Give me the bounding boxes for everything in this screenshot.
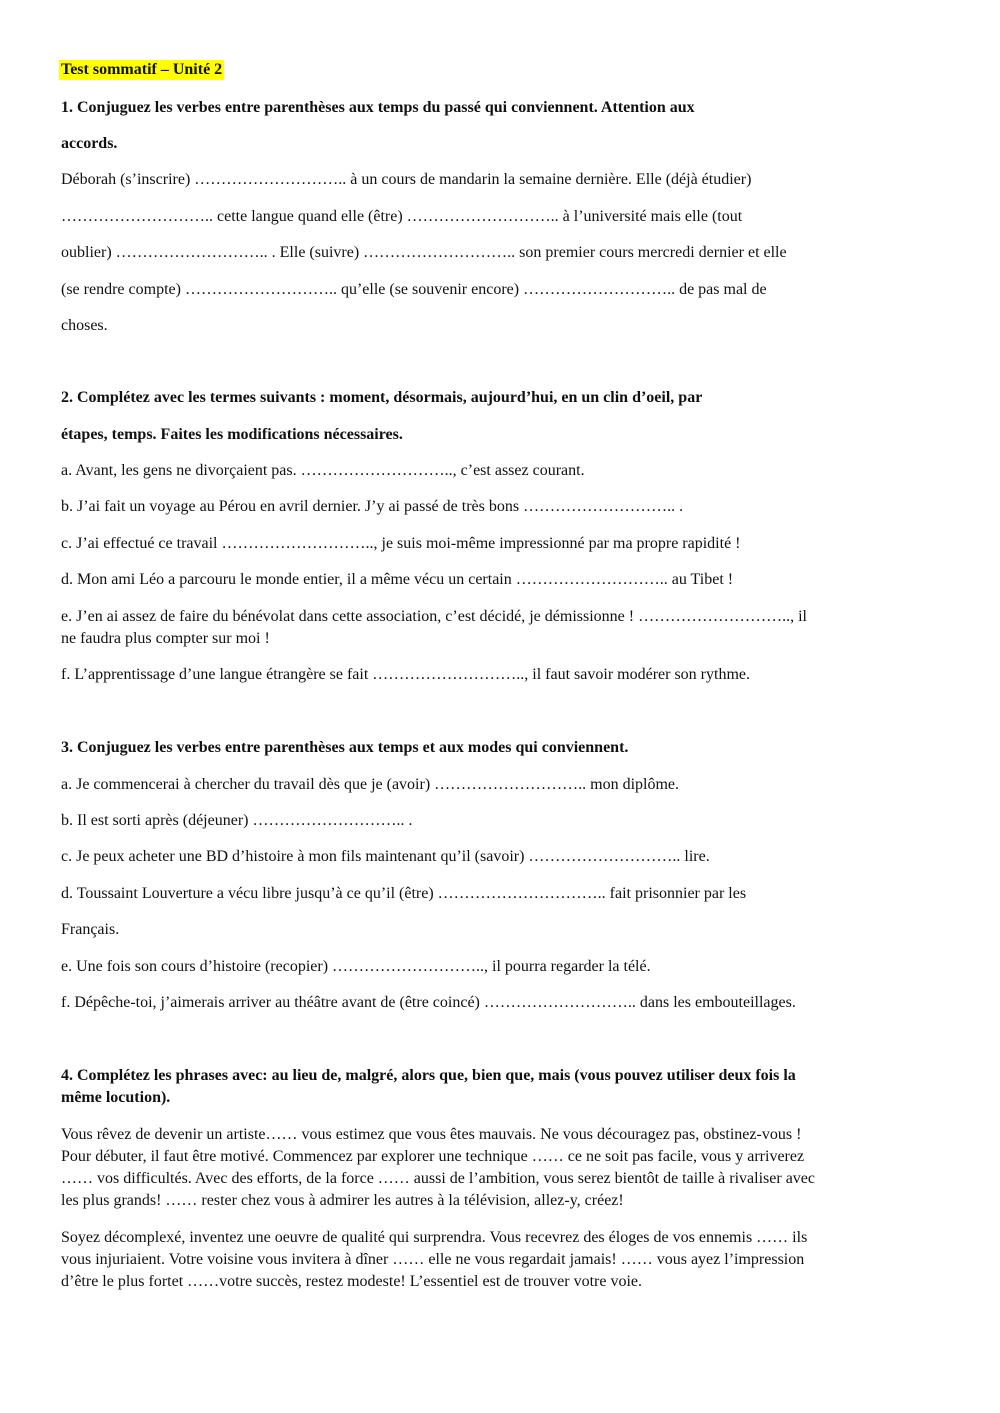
section4-heading-cont: même locution).: [61, 1089, 171, 1106]
section2-item-e-cont: ne faudra plus compter sur moi !: [61, 630, 270, 647]
section3-item-a: a. Je commencerai à chercher du travail dès que je (avoir) ……………………….. mon diplôme.: [61, 776, 680, 793]
section1-line: choses.: [61, 317, 108, 334]
section4-heading: 4. Complétez les phrases avec: au lieu de, malgré, alors que, bien que, mais (vous pouvez utiliser deux fois la: [61, 1067, 796, 1084]
section4-paragraph1-line: Pour débuter, il faut être motivé. Commencez par explorer une technique …… ce ne soit pas facile, vous y arriverez: [61, 1148, 805, 1165]
section3-heading: 3. Conjuguez les verbes entre parenthèses aux temps et aux modes qui conviennent.: [61, 739, 629, 756]
section4-paragraph1-line: les plus grands! …… rester chez vous à admirer les autres à la télévision, allez-y, créez!: [61, 1192, 624, 1209]
section3-item-e: e. Une fois son cours d’histoire (recopier) ……………………….., il pourra regarder la télé.: [61, 958, 651, 975]
section1-line: oublier) ……………………….. . Elle (suivre) ……………………….. son premier cours mercredi dernier et elle: [61, 244, 787, 261]
section2-item-d: d. Mon ami Léo a parcouru le monde entier, il a même vécu un certain ……………………….. au Tibet !: [61, 571, 734, 588]
section1-heading-cont: accords.: [61, 135, 118, 152]
section3-item-c: c. Je peux acheter une BD d’histoire à mon fils maintenant qu’il (savoir) ……………………….. lire.: [61, 848, 710, 865]
section4-paragraph2-line: d’être le plus fortet ……votre succès, restez modeste! L’essentiel est de trouver votre voie.: [61, 1273, 642, 1290]
section2-heading-cont: étapes, temps. Faites les modifications nécessaires.: [61, 426, 403, 443]
section2-item-a: a. Avant, les gens ne divorçaient pas. ……………………….., c’est assez courant.: [61, 462, 585, 479]
section4-paragraph2-line: vous injuriaient. Votre voisine vous invitera à dîner …… elle ne vous regardait jamais! …… vous ayez l’impression: [61, 1251, 805, 1268]
section3-item-d-cont: Français.: [61, 921, 120, 938]
page-title: Test sommatif – Unité 2: [61, 61, 223, 78]
section2-item-f: f. L’apprentissage d’une langue étrangère se fait ……………………….., il faut savoir modérer son rythme.: [61, 666, 750, 683]
section3-item-f: f. Dépêche-toi, j’aimerais arriver au théâtre avant de (être coincé) ……………………….. dans les embouteillages.: [61, 994, 796, 1011]
section3-item-b: b. Il est sorti après (déjeuner) ……………………….. .: [61, 812, 413, 829]
section2-item-b: b. J’ai fait un voyage au Pérou en avril dernier. J’y ai passé de très bons ……………………….. .: [61, 498, 684, 515]
section1-line: ……………………….. cette langue quand elle (être) ……………………….. à l’université mais elle (tout: [61, 208, 743, 225]
section4-paragraph2-line: Soyez décomplexé, inventez une oeuvre de qualité qui surprendra. Vous recevrez des éloges de vos ennemis …… ils: [61, 1229, 808, 1246]
section2-item-e: e. J’en ai assez de faire du bénévolat dans cette association, c’est décidé, je démissionne ! ……………………….., il: [61, 608, 807, 625]
section1-heading: 1. Conjuguez les verbes entre parenthèses aux temps du passé qui conviennent. Attention aux: [61, 99, 695, 116]
section4-paragraph1-line: …… vos difficultés. Avec des efforts, de la force …… aussi de l’ambition, vous serez bientôt de taille à rivaliser avec: [61, 1170, 815, 1187]
section4-paragraph1-line: Vous rêvez de devenir un artiste…… vous estimez que vous êtes mauvais. Ne vous découragez pas, obstinez-vous !: [61, 1126, 802, 1143]
section1-line: (se rendre compte) ……………………….. qu’elle (se souvenir encore) ……………………….. de pas mal de: [61, 281, 767, 298]
section3-item-d: d. Toussaint Louverture a vécu libre jusqu’à ce qu’il (être) ………………………….. fait prisonnier par les: [61, 885, 747, 902]
section2-heading: 2. Complétez avec les termes suivants : moment, désormais, aujourd’hui, en un clin d’oeil, par: [61, 389, 703, 406]
section1-line: Déborah (s’inscrire) ……………………….. à un cours de mandarin la semaine dernière. Elle (déjà étudier): [61, 171, 752, 188]
title-line: [61, 60, 224, 80]
section2-item-c: c. J’ai effectué ce travail ……………………….., je suis moi-même impressionné par ma propre rapidité !: [61, 535, 741, 552]
